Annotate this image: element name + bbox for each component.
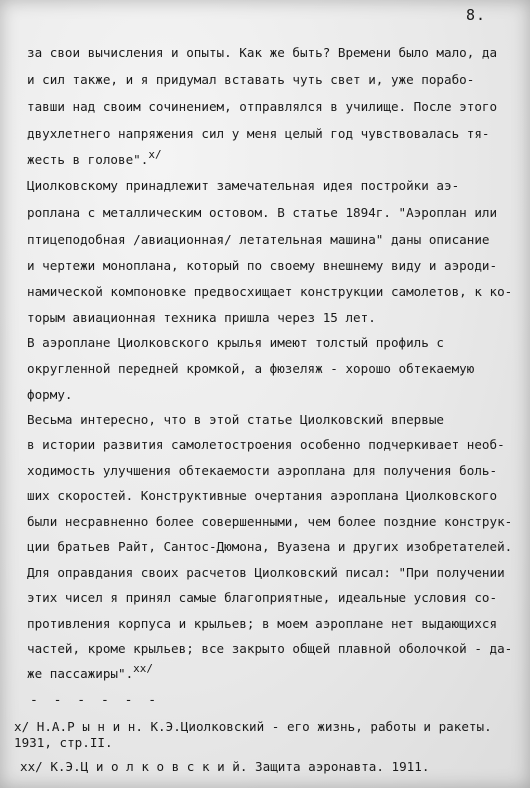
body-line: В аэроплане Циолковского крылья имеют толстый профиль с: [27, 335, 445, 350]
body-line: птицеподобная /авиационная/ летательная машина" даны описание: [27, 232, 490, 247]
body-line: ших скоростей. Конструктивные очертания аэроплана Циолковского: [27, 488, 498, 503]
body-line: ции братьев Райт, Сантос-Дюмона, Вуазена и других изобретателей.: [27, 539, 513, 554]
body-line: Для оправдания своих расчетов Циолковский писал: "При получении: [27, 565, 505, 580]
body-line: противления корпуса и крыльев; в моем аэроплане нет выдающихся: [27, 616, 498, 631]
body-line: намической компоновке предвосхищает конструкции самолетов, к ко-: [27, 284, 513, 299]
body-line: Весьма интересно, что в этой статье Циолковский впервые: [27, 412, 445, 427]
page-number: 8.: [466, 6, 487, 24]
body-line: частей, кроме крыльев; все закрыто общей плавной оболочкой - да-: [27, 641, 513, 656]
body-line: же пассажиры".: [27, 666, 134, 681]
body-line: роплана с металлическим остовом. В статье 1894г. "Аэроплан или: [27, 205, 498, 220]
body-line-with-footnote: [27, 662, 154, 683]
footnote-mark: xx/: [133, 662, 154, 675]
body-line: тавши над своим сочинением, отправлялся в училище. После этого: [27, 99, 498, 114]
body-line: жесть в голове".: [27, 152, 149, 167]
body-line: округленной передней кромкой, а фюзеляж - хорошо обтекаемую: [27, 361, 475, 376]
body-line: ходимость улучшения обтекаемости аэроплана для получения боль-: [27, 463, 498, 478]
footnote-line: x/ Н.А.Р ы н и н. К.Э.Циолковский - его жизнь, работы и ракеты.: [14, 719, 492, 734]
body-line: торым авиационная техника пришла через 15 лет.: [27, 310, 376, 325]
body-line: и сил также, и я придумал вставать чуть свет и, уже порабо-: [27, 72, 475, 87]
footnote-line: xx/ К.Э.Ц и о л к о в с к и й. Защита аэронавта. 1911.: [20, 759, 430, 774]
body-line: форму.: [27, 387, 73, 402]
body-line: были несравненно более совершенными, чем более поздние конструк-: [27, 514, 513, 529]
footnote-mark: x/: [148, 148, 162, 161]
body-line: в истории развития самолетостроения особенно подчеркивает необ-: [27, 437, 505, 452]
body-line: и чертежи моноплана, который по своему внешнему виду и аэроди-: [27, 258, 498, 273]
body-line: Циолковскому принадлежит замечательная идея постройки аэ-: [27, 178, 460, 193]
body-line: двухлетнего напряжения сил у меня целый год чувствовалась тя-: [27, 126, 490, 141]
footnote-separator: - - - - - -: [30, 693, 161, 708]
footnote-line: 1931, стр.II.: [14, 735, 113, 750]
body-line: этих чисел я принял самые благоприятные, идеальные условия со-: [27, 590, 498, 605]
body-line-with-footnote: [27, 148, 162, 169]
body-line: за свои вычисления и опыты. Как же быть? Времени было мало, да: [27, 45, 498, 60]
